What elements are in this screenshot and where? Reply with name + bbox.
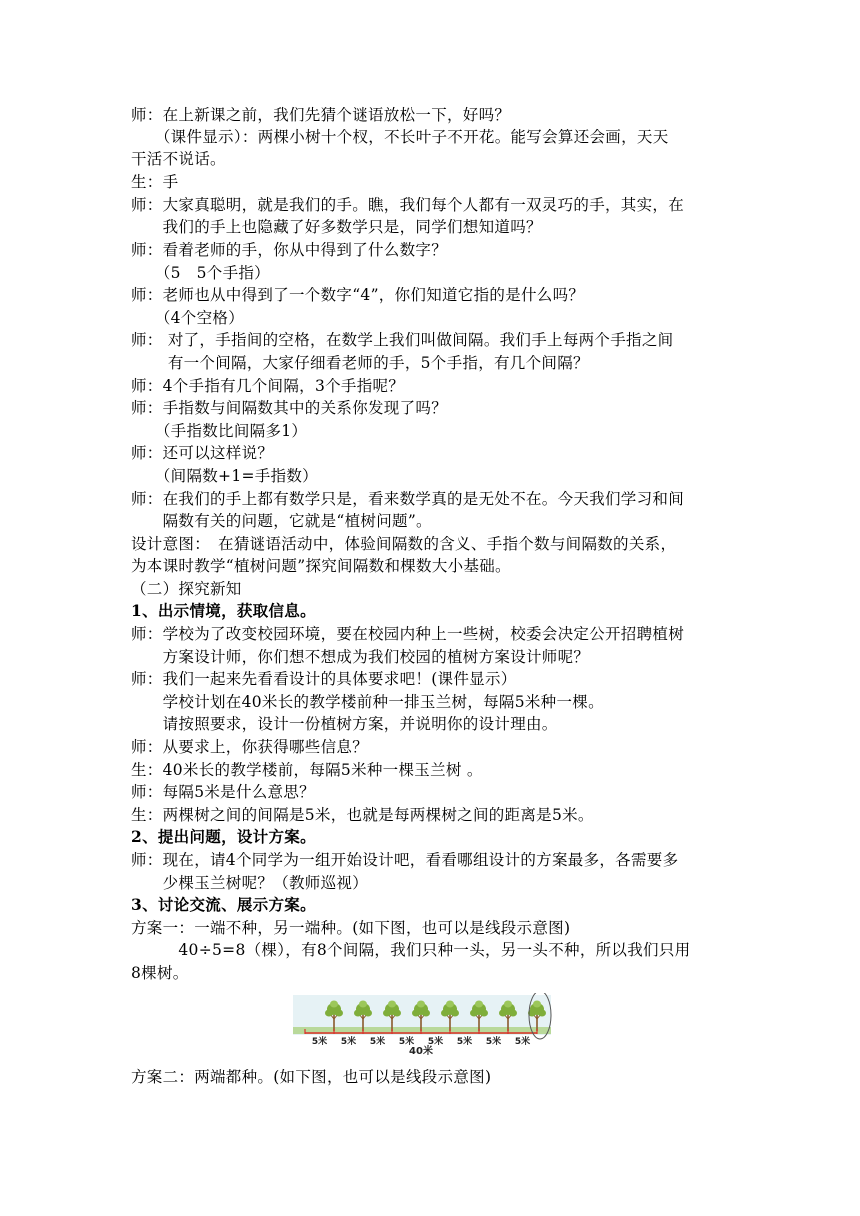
segment-label: 5米: [311, 1037, 328, 1047]
text-line: 有一个间隔，大家仔细看老师的手，5个手指，有几个间隔？: [131, 354, 589, 372]
text-line: 师：大家真聪明，就是我们的手。瞧，我们每个人都有一双灵巧的手，其实，在: [131, 196, 685, 214]
text-line: 少棵玉兰树呢？（教师巡视）: [131, 874, 369, 892]
segment-label: 5米: [398, 1037, 415, 1047]
text-line: 方案二：两端都种。(如下图，也可以是线段示意图): [131, 1068, 492, 1086]
text-line: 8棵树。: [131, 964, 189, 982]
text-line: 方案设计师，你们想不想成为我们校园的植树方案设计师呢？: [131, 648, 590, 666]
text-line: 生：40米长的教学楼前，每隔5米种一棵玉兰树 。: [131, 761, 483, 779]
segment-label: 5米: [427, 1037, 444, 1047]
section-heading: 1、出示情境，获取信息。: [131, 601, 316, 620]
text-line: （课件显示）：两棵小树十个杈，不长叶子不开花。能写会算还会画，天天: [131, 128, 669, 146]
text-line: （间隔数+1=手指数）: [131, 467, 318, 485]
text-line: 师：我们一起来先看看设计的具体要求吧！(课件显示）: [131, 670, 517, 688]
text-line: 师：手指数与间隔数其中的关系你发现了吗？: [131, 399, 448, 417]
text-line: 师：学校为了改变校园环境，要在校园内种上一些树，校委会决定公开招聘植树: [131, 625, 685, 643]
text-line: 师：还可以这样说？: [131, 444, 274, 462]
text-line: 师：在上新课之前，我们先猜个谜语放松一下，好吗？: [131, 106, 511, 124]
segment-label: 5米: [485, 1037, 502, 1047]
text-line: 生：手: [131, 173, 179, 191]
text-line: 40÷5=8（棵），有8个间隔，我们只种一头，另一头不种，所以我们只用: [131, 941, 691, 959]
text-line: 请按照要求，设计一份植树方案，并说明你的设计理由。: [131, 715, 558, 733]
text-line: 生：两棵树之间的间隔是5米，也就是每两棵树之间的距离是5米。: [131, 806, 594, 824]
segment-label: 5米: [514, 1037, 531, 1047]
text-line: 我们的手上也隐藏了好多数学只是，同学们想知道吗？: [131, 218, 542, 236]
segment-label: 5米: [456, 1037, 473, 1047]
text-line: 师：现在，请4个同学为一组开始设计吧，看看哪组设计的方案最多，各需要多: [131, 851, 679, 869]
text-line: 师：每隔5米是什么意思？: [131, 783, 315, 801]
text-line: （手指数比间隔多1）: [131, 422, 308, 440]
section-heading: 2、提出问题，设计方案。: [131, 827, 316, 846]
text-line: （5 5个手指）: [131, 264, 270, 282]
text-line: 干活不说话。: [131, 150, 226, 168]
text-line: 为本课时教学“植树问题”探究间隔数和棵数大小基础。: [131, 557, 511, 575]
section-heading: （二）探究新知: [131, 580, 242, 598]
tree-planting-figure: [291, 993, 553, 1057]
section-heading: 3、讨论交流、展示方案。: [131, 895, 316, 914]
text-line: 师：老师也从中得到了一个数字“4”，你们知道它指的是什么吗？: [131, 286, 585, 304]
text-line: 隔数有关的问题，它就是“植树问题”。: [131, 512, 432, 530]
text-line: 方案一：一端不种，另一端种。(如下图，也可以是线段示意图): [131, 919, 571, 937]
text-line: 师：在我们的手上都有数学只是，看来数学真的是无处不在。今天我们学习和间: [131, 490, 685, 508]
segment-label: 5米: [340, 1037, 357, 1047]
total-length-label: 40米: [409, 1046, 433, 1057]
text-line: 师：从要求上，你获得哪些信息？: [131, 738, 369, 756]
text-line: 学校计划在40米长的教学楼前种一排玉兰树，每隔5米种一棵。: [131, 693, 604, 711]
text-line: 师： 对了，手指间的空格，在数学上我们叫做间隔。我们手上每两个手指之间: [131, 331, 674, 349]
text-line: 师：看着老师的手，你从中得到了什么数字？: [131, 241, 448, 259]
text-line: 师：4个手指有几个间隔，3个手指呢？: [131, 377, 405, 395]
text-line: 设计意图： 在猜谜语活动中，体验间隔数的含义、手指个数与间隔数的关系，: [131, 535, 677, 553]
text-line: （4个空格）: [131, 309, 245, 327]
segment-label: 5米: [369, 1037, 386, 1047]
